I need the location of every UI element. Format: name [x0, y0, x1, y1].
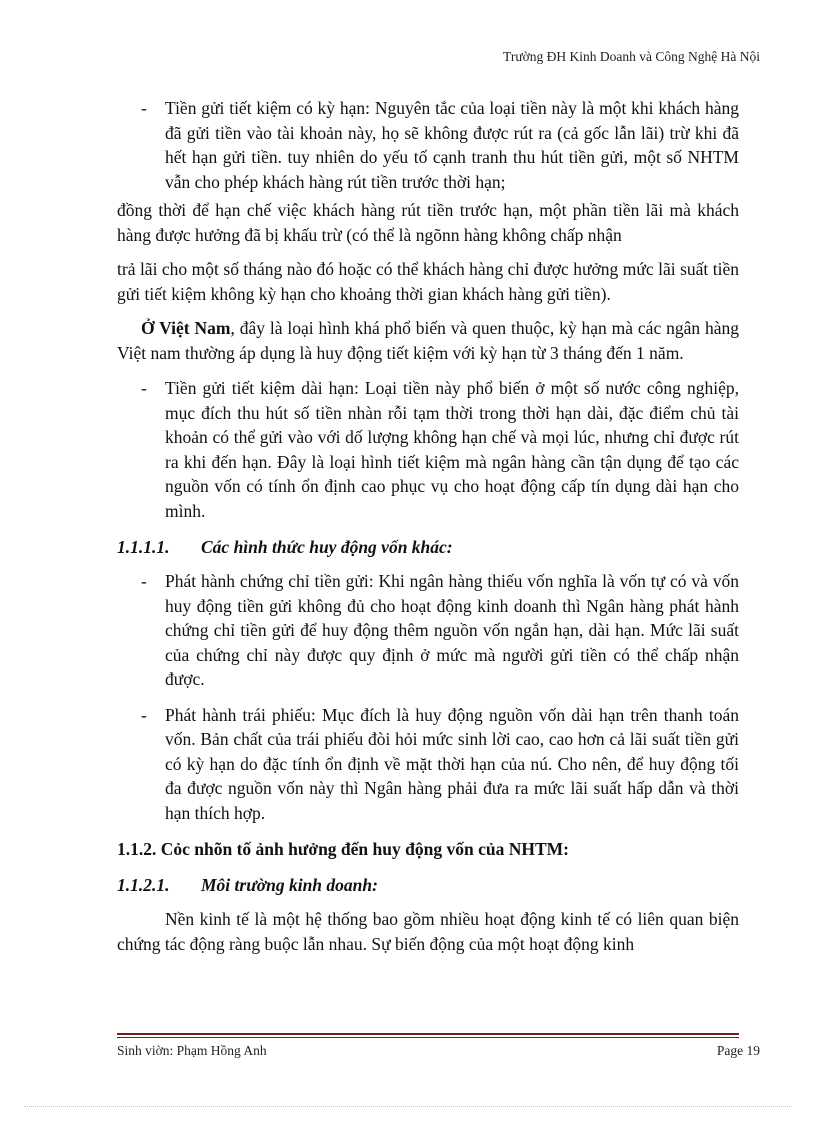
bullet-term-deposit: [117, 96, 739, 194]
bullet-long-term-deposit: [117, 376, 739, 523]
footer-rule: [117, 1033, 739, 1035]
section-heading-1-1-2-1: [117, 873, 739, 897]
bullet-bonds: [117, 703, 739, 826]
bold-phrase: Ở Việt Nam: [141, 318, 231, 338]
heading-title: Các hình thức huy động vốn khác:: [201, 537, 453, 557]
footer-rule: [117, 1037, 739, 1038]
bullet-text: Tiền gửi tiết kiệm có kỳ hạn: Nguyên tắc của loại tiền này là một khi khách hàng đã gửi tiền vào tài khoản này, họ sẽ không được rút ra (cả gốc lẫn lãi) trừ khi đã hết hạn gửi tiền. tuy nhiên do yếu tố cạnh tranh thu hút tiền gửi, một số NHTM vẫn cho phép khách hàng rút tiền trước thời hạn;: [165, 98, 739, 192]
paragraph: Nền kinh tế là một hệ thống bao gồm nhiều hoạt động kinh tế có liên quan biện chứng tác động ràng buộc lẫn nhau. Sự biến động của một hoạt động kinh: [117, 909, 739, 954]
bullet-dash: -: [141, 704, 147, 725]
page-header: Trường ĐH Kinh Doanh và Công Nghệ Hà Nội: [503, 49, 760, 64]
bullet-dash: -: [141, 98, 147, 118]
paragraph: đồng thời để hạn chế việc khách hàng rút tiền trước hạn, một phần tiền lãi mà khách hàng được hưởng đã bị khấu trừ (có thể là ngõnn hàng không chấp nhận: [117, 200, 739, 245]
heading-title: Môi trường kinh doanh:: [201, 875, 378, 895]
paragraph-text: , đây là loại hình khá phổ biến và quen thuộc, kỳ hạn mà các ngân hàng Việt nam thường áp dụng là huy động tiết kiệm với kỳ hạn từ 3 tháng đến 1 năm.: [117, 318, 739, 363]
bullet-certificate: [117, 569, 739, 692]
bullet-text: Tiền gửi tiết kiệm dài hạn: Loại tiền này phổ biến ở một số nước công nghiệp, mục đích thu hút số tiền nhàn rỗi tạm thời trong thời hạn dài, đặc điểm chủ tài khoản có thể gửi vào với dố lượng không hạn chế và mọi lúc, nhưng chỉ được rút ra khi đến hạn. Đây là loại hình tiết kiệm mà ngân hàng cần tận dụng để tạo các nguồn vốn có tính ổn định cao phục vụ cho hoạt động cấp tín dụng dài hạn cho mình.: [165, 378, 739, 521]
page-edge-divider: [24, 1106, 792, 1107]
paragraph: trả lãi cho một số tháng nào đó hoặc có thể khách hàng chỉ được hưởng mức lãi suất tiền gửi tiết kiệm không kỳ hạn cho khoảng thời gian khách hàng gửi tiền).: [117, 259, 739, 304]
section-heading-1-1-2: 1.1.2. Cỏc nhõn tố ảnh hưởng đến huy động vốn của NHTM:: [117, 839, 569, 859]
document-body: [117, 96, 739, 956]
bullet-text: Phát hành chứng chỉ tiền gửi: Khi ngân hàng thiếu vốn nghĩa là vốn tự có và vốn huy động tiền gửi không đủ cho hoạt động kinh doanh thì Ngân hàng phát hành chứng chỉ tiền gửi để huy động thêm nguồn vốn ngắn hạn, dài hạn. Mức lãi suất của chứng chỉ này được quy định ở mức mà người gửi tiền có thể chấp nhận được.: [165, 571, 739, 689]
bullet-dash: -: [141, 571, 147, 591]
bullet-dash: -: [141, 378, 147, 398]
section-heading-1-1-1-1: [117, 535, 739, 559]
footer-page-number: Page 19: [716, 1043, 760, 1058]
paragraph-vietnam: [117, 316, 739, 365]
heading-number: 1.1.2.1.: [117, 875, 170, 895]
bullet-text: Phát hành trái phiếu: Mục đích là huy động nguồn vốn dài hạn trên thanh toán vốn. Bản chất của trái phiếu đòi hỏi mức sinh lời cao, cao hơn cả lãi suất tiền gửi có kỳ hạn do đặc tính ổn định về mặt thời hạn của nú. Cho nên, để huy động tối đa được nguồn vốn này thì Ngân hàng phải đưa ra mức lãi suất hấp dẫn và thời hạn thích hợp.: [165, 704, 739, 823]
heading-number: 1.1.1.1.: [117, 537, 170, 557]
footer-student: Sinh viờn: Phạm Hồng Anh: [117, 1043, 267, 1058]
